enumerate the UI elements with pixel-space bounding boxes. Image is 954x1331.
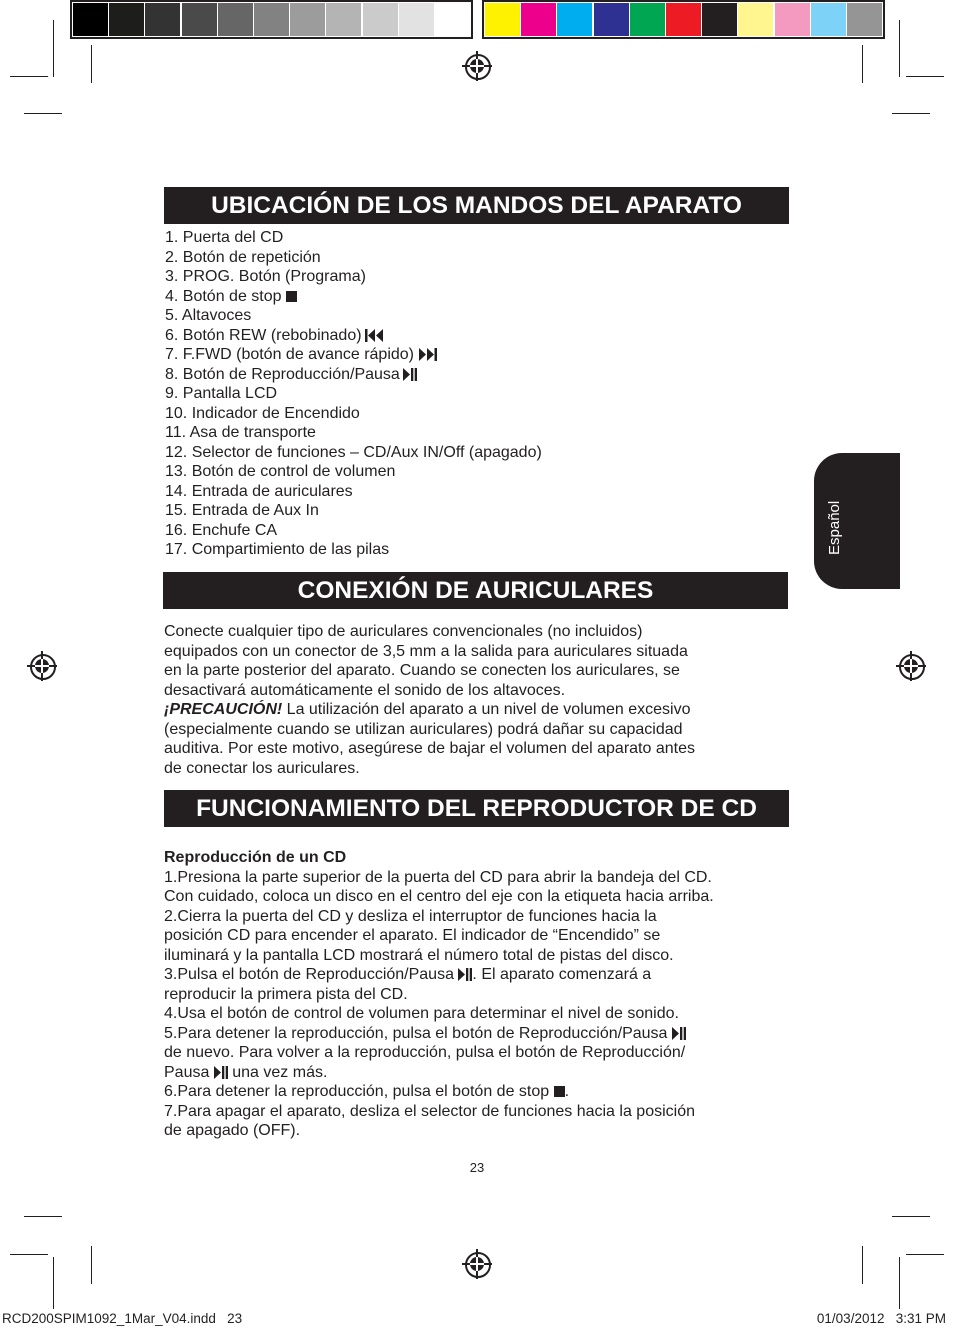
text-line: en la parte posterior del aparato. Cuando se conecten los auriculares, se xyxy=(164,662,680,679)
fast-forward-icon xyxy=(417,348,437,361)
gray-swatch xyxy=(109,3,144,36)
crop-mark xyxy=(10,1254,48,1255)
registration-mark-top xyxy=(462,51,492,81)
control-list-item xyxy=(165,462,395,482)
crop-mark xyxy=(91,45,92,83)
crop-mark xyxy=(53,1257,54,1309)
text-line: 1.Presiona la parte superior de la puerta del CD para abrir la bandeja del CD. xyxy=(164,868,712,886)
stop-icon xyxy=(286,291,297,302)
gray-swatch xyxy=(254,3,289,36)
text-line: reproducir la primera pista del CD. xyxy=(164,985,408,1003)
gray-swatch xyxy=(182,3,217,36)
gray-swatch xyxy=(218,3,253,36)
text-segment: 6.Para detener la reproducción, pulsa el botón de stop xyxy=(164,1083,554,1100)
control-list-item-text: 16. Enchufe CA xyxy=(165,521,278,539)
text-segment: . xyxy=(564,1083,570,1100)
footer-date: 01/03/2012 3:31 PM xyxy=(816,1311,946,1326)
color-swatch xyxy=(847,3,882,36)
text-line xyxy=(164,1082,714,1102)
text-line xyxy=(164,1063,714,1083)
color-swatch xyxy=(521,3,556,36)
color-swatch xyxy=(738,3,773,36)
crop-mark xyxy=(892,113,930,114)
text-line: Conecte cualquier tipo de auriculares convencionales (no incluidos) xyxy=(164,623,643,640)
control-list-item-text: 8. Botón de Reproducción/Pausa xyxy=(165,365,400,383)
text-line: posición CD para encender el aparato. El indicador de “Encendido” se xyxy=(164,927,661,944)
section-heading-headphones: CONEXIÓN DE AURICULARES xyxy=(163,572,788,609)
caution-line xyxy=(164,700,695,720)
control-list-item xyxy=(165,326,385,346)
rewind-icon xyxy=(365,329,385,342)
text-line: 7.Para apagar el aparato, desliza el selector de funciones hacia la posición xyxy=(164,1102,695,1120)
text-line: (especialmente cuando se utilizan auriculares) podrá dañar su capacidad xyxy=(164,720,683,738)
control-list-item-text: 2. Botón de repetición xyxy=(165,248,321,266)
gray-swatch xyxy=(145,3,180,36)
text-segment: 3.Pulsa el botón de Reproducción/Pausa xyxy=(164,966,459,983)
text-segment: . El aparato comenzará a xyxy=(472,966,652,983)
control-list-item-text: 6. Botón REW (rebobinado) xyxy=(165,326,362,344)
stop-icon xyxy=(554,1086,565,1097)
gray-swatch xyxy=(399,3,434,36)
crop-mark xyxy=(862,45,863,83)
language-tab-label: Español xyxy=(826,500,843,555)
control-list-item xyxy=(165,540,389,560)
text-line: 4.Usa el botón de control de volumen para determinar el nivel de sonido. xyxy=(164,1005,679,1022)
text-line xyxy=(164,965,714,985)
registration-mark-bottom xyxy=(462,1249,492,1279)
color-swatch xyxy=(702,3,737,36)
play-pause-icon xyxy=(214,1066,228,1079)
control-list-item xyxy=(165,482,353,502)
headphones-paragraph xyxy=(164,622,695,778)
control-list-item-text: 5. Altavoces xyxy=(165,307,252,324)
control-list-item xyxy=(165,345,437,365)
text-segment: 5.Para detener la reproducción, pulsa el botón de Reproducción/Pausa xyxy=(164,1024,672,1042)
footer-filename: RCD200SPIM1092_1Mar_V04.indd 23 xyxy=(2,1311,243,1326)
play-pause-icon xyxy=(672,1027,686,1040)
control-list-item-text: 12. Selector de funciones – CD/Aux IN/Off (apagado) xyxy=(165,443,542,461)
control-list-item xyxy=(165,501,319,521)
text-line: equipados con un conector de 3,5 mm a la salida para auriculares situada xyxy=(164,642,688,660)
page-number: 23 xyxy=(469,1160,485,1175)
gray-swatch xyxy=(435,3,470,36)
control-list-item-text: 3. PROG. Botón (Programa) xyxy=(165,268,366,285)
text-line: Con cuidado, coloca un disco en el centro del eje con la etiqueta hacia arriba. xyxy=(164,888,714,905)
play-pause-icon xyxy=(403,368,417,381)
registration-mark-left xyxy=(27,651,57,681)
text-line: de apagado (OFF). xyxy=(164,1122,301,1139)
crop-mark xyxy=(24,113,62,114)
section-heading-cd-player: FUNCIONAMIENTO DEL REPRODUCTOR DE CD xyxy=(164,790,789,827)
gray-swatch xyxy=(290,3,325,36)
crop-mark xyxy=(10,76,48,77)
gray-swatch xyxy=(73,3,108,36)
crop-mark xyxy=(91,1246,92,1284)
crop-mark xyxy=(53,20,54,77)
text-line: de conectar los auriculares. xyxy=(164,759,360,777)
control-list-item-text: 11. Asa de transporte xyxy=(165,424,316,441)
crop-mark xyxy=(892,1216,930,1217)
control-list-item-text: 10. Indicador de Encendido xyxy=(165,404,360,422)
control-list-item xyxy=(165,384,277,404)
control-list-item xyxy=(165,443,542,463)
control-list-item xyxy=(165,267,366,287)
color-swatch xyxy=(594,3,629,36)
text-line xyxy=(164,1024,714,1044)
section-heading-controls: UBICACIÓN DE LOS MANDOS DEL APARATO xyxy=(164,187,789,224)
control-list-item-text: 17. Compartimiento de las pilas xyxy=(165,541,390,558)
crop-mark xyxy=(906,1254,944,1255)
gray-swatch xyxy=(326,3,361,36)
color-swatch xyxy=(775,3,810,36)
control-list-item-text: 4. Botón de stop xyxy=(165,287,282,305)
control-list-item-text: 13. Botón de control de volumen xyxy=(165,463,396,480)
color-swatch xyxy=(811,3,846,36)
crop-mark xyxy=(906,76,944,77)
control-list-item xyxy=(165,306,251,326)
control-list-item-text: 7. F.FWD (botón de avance rápido) xyxy=(165,346,415,363)
crop-mark xyxy=(862,1246,863,1284)
text-line: iluminará y la pantalla LCD mostrará el número total de pistas del disco. xyxy=(164,946,674,964)
crop-mark xyxy=(899,20,900,77)
control-list-item-text: 1. Puerta del CD xyxy=(165,229,284,246)
crop-mark xyxy=(899,1257,900,1309)
control-list-item-text: 9. Pantalla LCD xyxy=(165,385,278,402)
text-line: 2.Cierra la puerta del CD y desliza el interruptor de funciones hacia la xyxy=(164,907,657,925)
play-pause-icon xyxy=(458,968,472,981)
control-list-item xyxy=(165,423,316,443)
color-swatch xyxy=(666,3,701,36)
caution-text: La utilización del aparato a un nivel de volumen excesivo xyxy=(282,701,691,718)
cd-playback-paragraph xyxy=(164,848,714,1141)
cd-playback-subheading: Reproducción de un CD xyxy=(164,849,347,866)
text-segment: una vez más. xyxy=(227,1063,328,1081)
color-swatch xyxy=(557,3,592,36)
control-list-item xyxy=(165,404,360,424)
control-list-item xyxy=(165,228,283,248)
control-list-item xyxy=(165,287,297,307)
control-list-item-text: 14. Entrada de auriculares xyxy=(165,482,353,500)
gray-swatch xyxy=(363,3,398,36)
text-line: auditiva. Por este motivo, asegúrese de bajar el volumen del aparato antes xyxy=(164,740,695,757)
color-swatch xyxy=(630,3,665,36)
control-list-item xyxy=(165,365,417,385)
crop-mark xyxy=(24,1216,62,1217)
control-list-item xyxy=(165,521,277,541)
registration-mark-right xyxy=(896,651,926,681)
control-list-item xyxy=(165,248,321,268)
caution-label: ¡PRECAUCIÓN! xyxy=(164,701,283,718)
text-segment: Pausa xyxy=(164,1063,214,1081)
color-swatch xyxy=(485,3,520,36)
text-line: de nuevo. Para volver a la reproducción, pulsa el botón de Reproducción/ xyxy=(164,1044,686,1061)
text-line: desactivará automáticamente el sonido de los altavoces. xyxy=(164,681,566,699)
control-list-item-text: 15. Entrada de Aux In xyxy=(165,502,319,519)
